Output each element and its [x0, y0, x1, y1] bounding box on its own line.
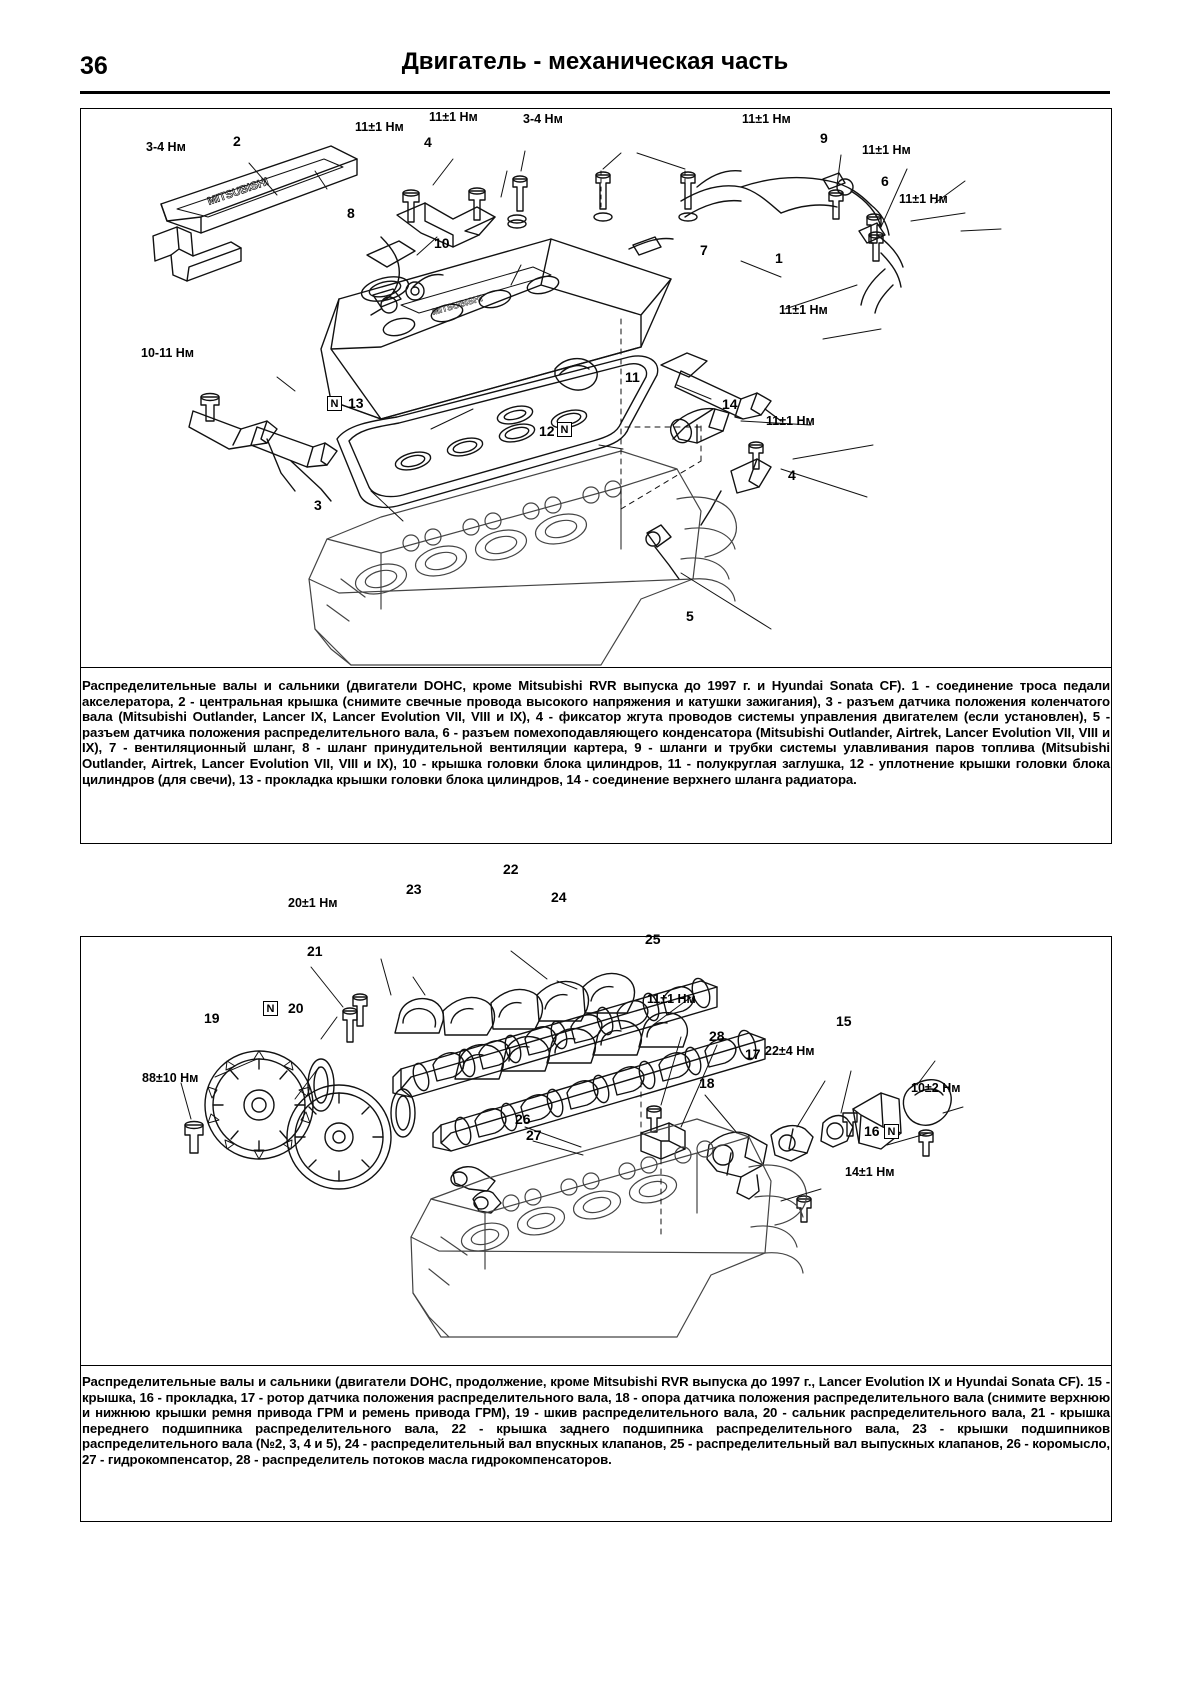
torque-label: 88±10 Нм [142, 1071, 199, 1085]
callout-number: 8 [347, 205, 355, 221]
torque-label: 3-4 Нм [146, 140, 186, 154]
new-part-badge: N [263, 1001, 278, 1016]
figure-1-drawing [81, 109, 1111, 666]
callout-number: 4 [788, 467, 796, 483]
callout-number: 26 [515, 1111, 531, 1127]
page-header [80, 48, 1110, 92]
callout-number: 11 [625, 369, 640, 385]
new-part-badge: N [557, 422, 572, 437]
callout-number: 19 [204, 1010, 220, 1026]
torque-label: 14±1 Нм [845, 1165, 895, 1179]
torque-label: 11±1 Нм [862, 143, 911, 157]
page-title: Двигатель - механическая часть [401, 48, 789, 75]
callout-number: 24 [551, 889, 567, 905]
callout-number: 1 [775, 250, 783, 266]
callout-number: 7 [700, 242, 708, 258]
callout-number: 28 [709, 1028, 725, 1044]
callout-number: 16 [864, 1123, 880, 1139]
callout-number: 22 [503, 861, 519, 877]
callout-number: 21 [307, 943, 323, 959]
figure-1-frame [80, 108, 1112, 668]
torque-label: 20±1 Нм [288, 896, 338, 910]
torque-label: 3-4 Нм [523, 112, 563, 126]
callout-number: 18 [699, 1075, 715, 1091]
torque-label: 22±4 Нм [765, 1044, 815, 1058]
page-number: 36 [80, 52, 108, 80]
callout-number: 20 [288, 1000, 304, 1016]
header-divider [80, 91, 1110, 94]
callout-number: 23 [406, 881, 422, 897]
callout-number: 27 [526, 1127, 542, 1143]
torque-label: 11±1 Нм [429, 110, 478, 124]
torque-label: 10±2 Нм [911, 1081, 961, 1095]
figure-1-caption: Распределительные валы и сальники (двигатели DOHC, кроме Mitsubishi RVR выпуска до 1997 г. и Hyundai Sonata CF). 1 - соединение троса педали акселератора, 2 - центральная крышка (снимите свечные провода высокого напряжения и катушки зажигания), 3 - разъем датчика положения коленчатого вала (Mitsubishi Outlander, Lancer IX, Lancer Evolution VII, VIII и IX), 4 - фиксатор жгута проводов системы управления двигателем (если установлен), 5 - разъем датчика положения распределительного вала, 6 - разъем помехоподавляющего конденсатора (Mitsubishi Outlander, Airtrek, Lancer Evolution VII, VIII и IX), 7 - вентиляционный шланг, 8 - шланг принудительной вентиляции картера, 9 - шланги и трубки системы улавливания паров топлива (Mitsubishi Outlander, Airtrek, Lancer Evolution VII, VIII и IX), 10 - крышка головки блока цилиндров, 11 - полукруглая заглушка, 12 - уплотнение крышки головки блока цилиндров (для свечи), 13 - прокладка крышки головки блока цилиндров, 14 - соединение верхнего шланга радиатора. [82, 678, 1110, 787]
torque-label: 11±1 Нм [779, 303, 828, 317]
callout-number: 3 [314, 497, 322, 513]
callout-number: 6 [881, 173, 889, 189]
callout-number: 17 [745, 1046, 761, 1062]
callout-number: 12 [539, 423, 555, 439]
figure-2-drawing [81, 937, 1111, 1365]
torque-label: 11±1 Нм [766, 414, 815, 428]
callout-number: 15 [836, 1013, 852, 1029]
figure-2-caption: Распределительные валы и сальники (двигатели DOHC, продолжение, кроме Mitsubishi RVR выпуска до 1997 г., Lancer Evolution IX и Hyundai Sonata CF). 15 - крышка, 16 - прокладка, 17 - ротор датчика положения распределительного вала, 18 - опора датчика положения распределительного вала (снимите верхнюю и нижнюю крышки ремня привода ГРМ и ремень привода ГРМ), 19 - шкив распределительного вала, 20 - сальник распределительного вала, 21 - крышка переднего подшипника распределительного вала, 22 - крышка заднего подшипника распределительного вала, 23 - крышки подшипников распределительного вала (№2, 3, 4 и 5), 24 - распределительный вал впускных клапанов, 25 - распределительный вал выпускных клапанов, 26 - коромысло, 27 - гидрокомпенсатор, 28 - распределитель потоков масла гидрокомпенсаторов. [82, 1374, 1110, 1467]
callout-number: 2 [233, 133, 241, 149]
torque-label: 11±1 Нм [647, 992, 696, 1006]
new-part-badge: N [884, 1124, 899, 1139]
callout-number: 10 [434, 235, 450, 251]
torque-label: 10-11 Нм [141, 346, 195, 360]
svg-text:MITSUBISHI: MITSUBISHI [430, 292, 484, 317]
callout-number: 5 [686, 608, 694, 624]
torque-label: 11±1 Нм [355, 120, 404, 134]
callout-number: 25 [645, 931, 661, 947]
new-part-badge: N [327, 396, 342, 411]
callout-number: 14 [722, 396, 738, 412]
callout-number: 13 [348, 395, 364, 411]
torque-label: 11±1 Нм [899, 192, 948, 206]
callout-number: 4 [424, 134, 432, 150]
callout-number: 9 [820, 130, 828, 146]
torque-label: 11±1 Нм [742, 112, 791, 126]
svg-text:MITSUBISHI: MITSUBISHI [206, 175, 271, 208]
figure-2-frame [80, 936, 1112, 1366]
